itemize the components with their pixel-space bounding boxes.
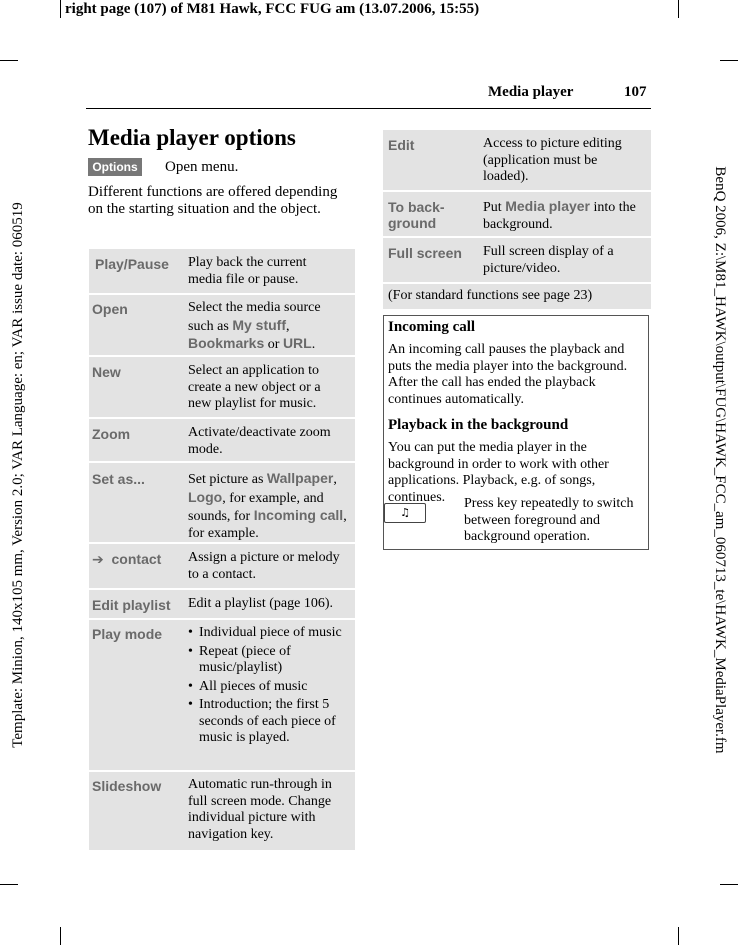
options-softkey: Options — [88, 158, 142, 176]
menu-keyword: Bookmarks — [188, 335, 265, 351]
option-description: Full screen display of a picture/video. — [483, 244, 614, 276]
intro-paragraph: Different functions are offered depending on the starting situation and the object. — [88, 184, 338, 217]
desc-text: , for example. — [188, 509, 347, 541]
desc-text: . — [311, 337, 316, 352]
desc-text: , — [286, 318, 290, 334]
print-info-line: right page (107) of M81 Hawk, FCC FUG am (13.07.2006, 15:55) — [65, 1, 480, 17]
option-term: Slideshow — [92, 778, 162, 794]
option-term: Play/Pause — [95, 256, 169, 272]
desc-text: or — [264, 337, 283, 352]
menu-keyword: Wallpaper — [266, 470, 334, 486]
option-description: Activate/deactivate zoom mode. — [188, 425, 331, 457]
option-term: Set as... — [92, 471, 145, 487]
header-rule — [86, 108, 651, 109]
crop-mark — [60, 0, 61, 18]
list-item: • Repeat (piece of music/playlist) — [188, 644, 350, 677]
option-term: Edit — [388, 137, 415, 153]
left-margin-template-info: Template: Minion, 140x105 mm, Version 2.0; VAR Language: en; VAR issue date: 060519 — [10, 202, 26, 748]
option-description: Edit a playlist (page 106). — [188, 596, 334, 611]
option-term: Play mode — [92, 626, 163, 642]
header-rule-gap — [583, 102, 651, 108]
crop-mark — [678, 927, 679, 945]
info-title-background: Playback in the background — [388, 417, 569, 433]
running-header-section: Media player — [488, 84, 574, 100]
option-description: Select an application to create a new object or a new playlist for music. — [188, 363, 321, 411]
option-description: Access to picture editing (application must be loaded). — [483, 136, 622, 184]
option-description: Assign a picture or melody to a contact. — [188, 550, 340, 582]
list-item: • All pieces of music — [188, 679, 350, 696]
option-term: To back- ground — [388, 199, 445, 231]
desc-text: , for example, and sounds, for — [188, 490, 324, 524]
option-description — [188, 625, 350, 749]
option-term: New — [92, 364, 121, 380]
option-description: Play back the current media file or pause. — [188, 255, 307, 287]
option-term — [92, 551, 161, 567]
desc-text: into the background. — [483, 200, 636, 232]
desc-text: Put — [483, 200, 506, 215]
desc-text: Set picture as — [188, 472, 267, 487]
page-title: Media player options — [88, 125, 296, 150]
arrow-right-icon: ➔ — [92, 551, 104, 567]
menu-keyword: Media player — [505, 198, 591, 214]
list-item: • Individual piece of music — [188, 625, 350, 642]
list-item: • Introduction; the first 5 seconds of each piece of music is played. — [188, 697, 350, 747]
option-term: Open — [92, 301, 128, 317]
info-text-background: You can put the media player in the background in order to work with other applications. Playback, e.g. of songs, continues. — [388, 440, 609, 505]
option-term-label: contact — [111, 551, 162, 567]
menu-keyword: My stuff — [232, 316, 286, 333]
softkey-description: Open menu. — [165, 159, 239, 175]
option-term: Edit playlist — [92, 597, 171, 613]
bullet-list — [188, 625, 350, 747]
menu-keyword: Logo — [188, 488, 223, 505]
option-description: Automatic run-through in full screen mode. Change individual picture with navigation key. — [188, 777, 332, 842]
option-term: Zoom — [92, 426, 131, 442]
info-key-instruction: Press key repeatedly to switch between foreground and background operation. — [464, 496, 634, 544]
info-title-incoming-call: Incoming call — [388, 319, 476, 335]
crop-mark — [678, 0, 679, 18]
info-text-incoming-call: An incoming call pauses the playback and puts the media player into the background. After the call has ended the playback continues automatically. — [388, 342, 628, 407]
desc-text: Select the media source such as — [188, 300, 321, 334]
option-term: Full screen — [388, 245, 462, 261]
crop-mark — [60, 927, 61, 945]
option-description — [483, 198, 648, 233]
menu-keyword: Incoming call — [253, 507, 344, 523]
right-margin-file-path: BenQ 2006, Z:\M81_HAWK\output\FUG\HAWK_FCC_am_060713_te\HAWK_MediaPlayer.fm — [712, 166, 728, 754]
page-number: 107 — [624, 84, 647, 100]
desc-text: , — [333, 472, 337, 487]
standard-functions-note: (For standard functions see page 23) — [388, 288, 593, 303]
option-description — [188, 470, 351, 542]
option-description — [188, 300, 348, 354]
menu-keyword: URL — [282, 335, 312, 351]
media-key-icon: ♫ — [384, 503, 426, 523]
